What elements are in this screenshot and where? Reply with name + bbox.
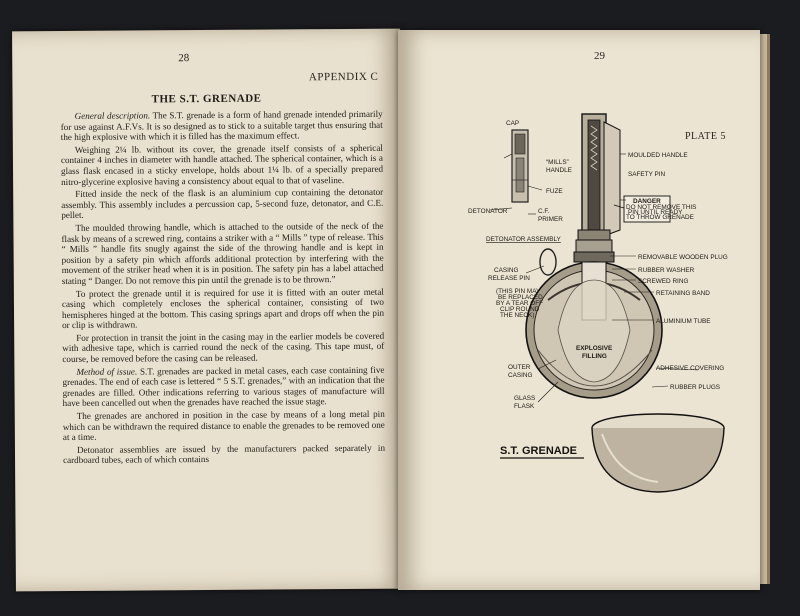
paragraph: General description. The S.T. grenade is a form of hand grenade intended primarily for use against A.F.Vs. It is so designed as to stick to a suitable target thus ensuring that the high explosive with which it is filled has the maximum effect. <box>60 108 383 143</box>
label-aluminium-tube: ALUMINIUM TUBE <box>656 318 711 325</box>
left-page <box>12 29 404 592</box>
label-removable-plug: REMOVABLE WOODEN PLUG <box>638 254 728 261</box>
label-fuze: FUZE <box>546 188 563 195</box>
paragraph: For protection in transit the joint in the casing may in the earlier models be covered with adhesive tape, which is carried round the neck of the casing. This tape must, of course, be removed before the casing can be released. <box>62 330 385 365</box>
label-outer-casing: OUTER <box>508 364 531 371</box>
paragraph: Detonator assemblies are issued by the manufacturers packed separately in cardboard tubes, each of which contains <box>63 442 385 466</box>
body-text <box>61 109 385 468</box>
paragraph: The moulded throwing handle, which is attached to the outside of the neck of the flask by means of a screwed ring, contains a striker with a “ Mills ” type of release. This “ Mills ” handle fits snugly against the side of the throwing handle and is kept in position by a safety pin which affords additional protection by interfering with the movement of the striker head when it is in position. The safety pin has a label attached stating “ Danger. Do not remove this pin until the grenade is to be thrown.” <box>61 220 384 286</box>
label-screwed-ring: SCREWED RING <box>638 278 689 285</box>
page-number-left: 28 <box>178 52 190 65</box>
label-detonator: DETONATOR <box>468 208 508 215</box>
label-glass-flask: GLASS <box>514 395 536 402</box>
label-glass-flask-2: FLASK <box>514 403 535 410</box>
label-danger-3: PIN UNTIL READY <box>628 209 683 216</box>
label-cf-primer: C.F. <box>538 208 550 215</box>
label-detonator-assembly: DETONATOR ASSEMBLY <box>486 236 561 243</box>
label-retaining-band: RETAINING BAND <box>656 290 710 297</box>
paragraph: The grenades are anchored in position in the case by means of a long metal pin which can be withdrawn the required distance to enable the grenades to be removed one at a time. <box>62 408 385 443</box>
label-casing-release-pin-2: RELEASE PIN <box>488 275 530 282</box>
label-note-5: THE NECK) <box>500 312 535 319</box>
label-danger-2: DO NOT REMOVE THIS <box>626 204 697 211</box>
diagram-caption: S.T. GRENADE <box>500 445 578 457</box>
label-adhesive-covering: ADHESIVE COVERING <box>656 365 725 372</box>
label-note: (THIS PIN MAY <box>496 288 541 295</box>
label-danger-4: TO THROW GRENADE <box>626 214 694 221</box>
release-ring-drawing <box>540 249 556 275</box>
page-number-right: 29 <box>594 50 605 62</box>
label-explosive: EXPLOSIVE <box>576 345 613 352</box>
label-note-2: BE REPLACED <box>498 294 543 301</box>
label-explosive-2: FILLING <box>582 353 607 360</box>
paragraph: Fitted inside the neck of the flask is an aluminium cup containing the detonator assembly. This assembly includes a percussion cap, 5-second fuze, detonator, and C.E. pellet. <box>61 186 384 221</box>
label-safety-pin: SAFETY PIN <box>628 171 666 178</box>
right-page <box>398 30 760 590</box>
outer-casing-hemisphere-drawing <box>592 414 724 492</box>
paragraph: Weighing 2¼ lb. without its cover, the grenade itself consists of a spherical container 4 inches in diameter with handle attached. The spherical container, which is a glass flask encased in a sticky envelope, holds about 1¼ lb. of a specially prepared nitro-glycerine explosive having a consistency about equal to that of vaseline. <box>60 142 384 187</box>
label-note-4: CLIP ROUND <box>500 306 540 313</box>
grenade-handle-drawing <box>574 114 620 264</box>
label-rubber-plugs: RUBBER PLUGS <box>670 384 721 391</box>
label-cf-primer-2: PRIMER <box>538 216 563 223</box>
grenade-diagram <box>398 30 760 590</box>
label-casing-release-pin: CASING <box>494 267 519 274</box>
label-note-3: BY A TEAR OFF <box>496 300 543 307</box>
plate-number: PLATE 5 <box>685 131 726 142</box>
detonator-assembly-drawing <box>512 130 528 202</box>
label-outer-casing-2: CASING <box>508 372 533 379</box>
label-rubber-washer: RUBBER WASHER <box>638 267 695 274</box>
label-mills-handle-2: HANDLE <box>546 167 572 174</box>
label-mills-handle: “MILLS” <box>546 159 569 166</box>
appendix-header: APPENDIX C <box>308 70 379 84</box>
paragraph: To protect the grenade until it is required for use it is fitted with an outer metal casing which completely encloses the spherical container, consisting of two hemispheres hinged at the bottom. This casing springs apart and drops off when the pin or clip is withdrawn. <box>61 286 385 331</box>
paragraph: Method of issue. S.T. grenades are packed in metal cases, each case containing five grenades. The end of each case is lettered “ 5 S.T. grenades,” with an indication that the grenades are filled. Other indications referring to various stages of manufacture will have been cancelled out when the grenades have reached the issue stage. <box>62 364 385 409</box>
label-cap: CAP <box>506 120 520 127</box>
label-moulded-handle: MOULDED HANDLE <box>628 152 688 159</box>
label-danger: DANGER <box>633 198 661 205</box>
section-title: THE S.T. GRENADE <box>151 92 262 106</box>
